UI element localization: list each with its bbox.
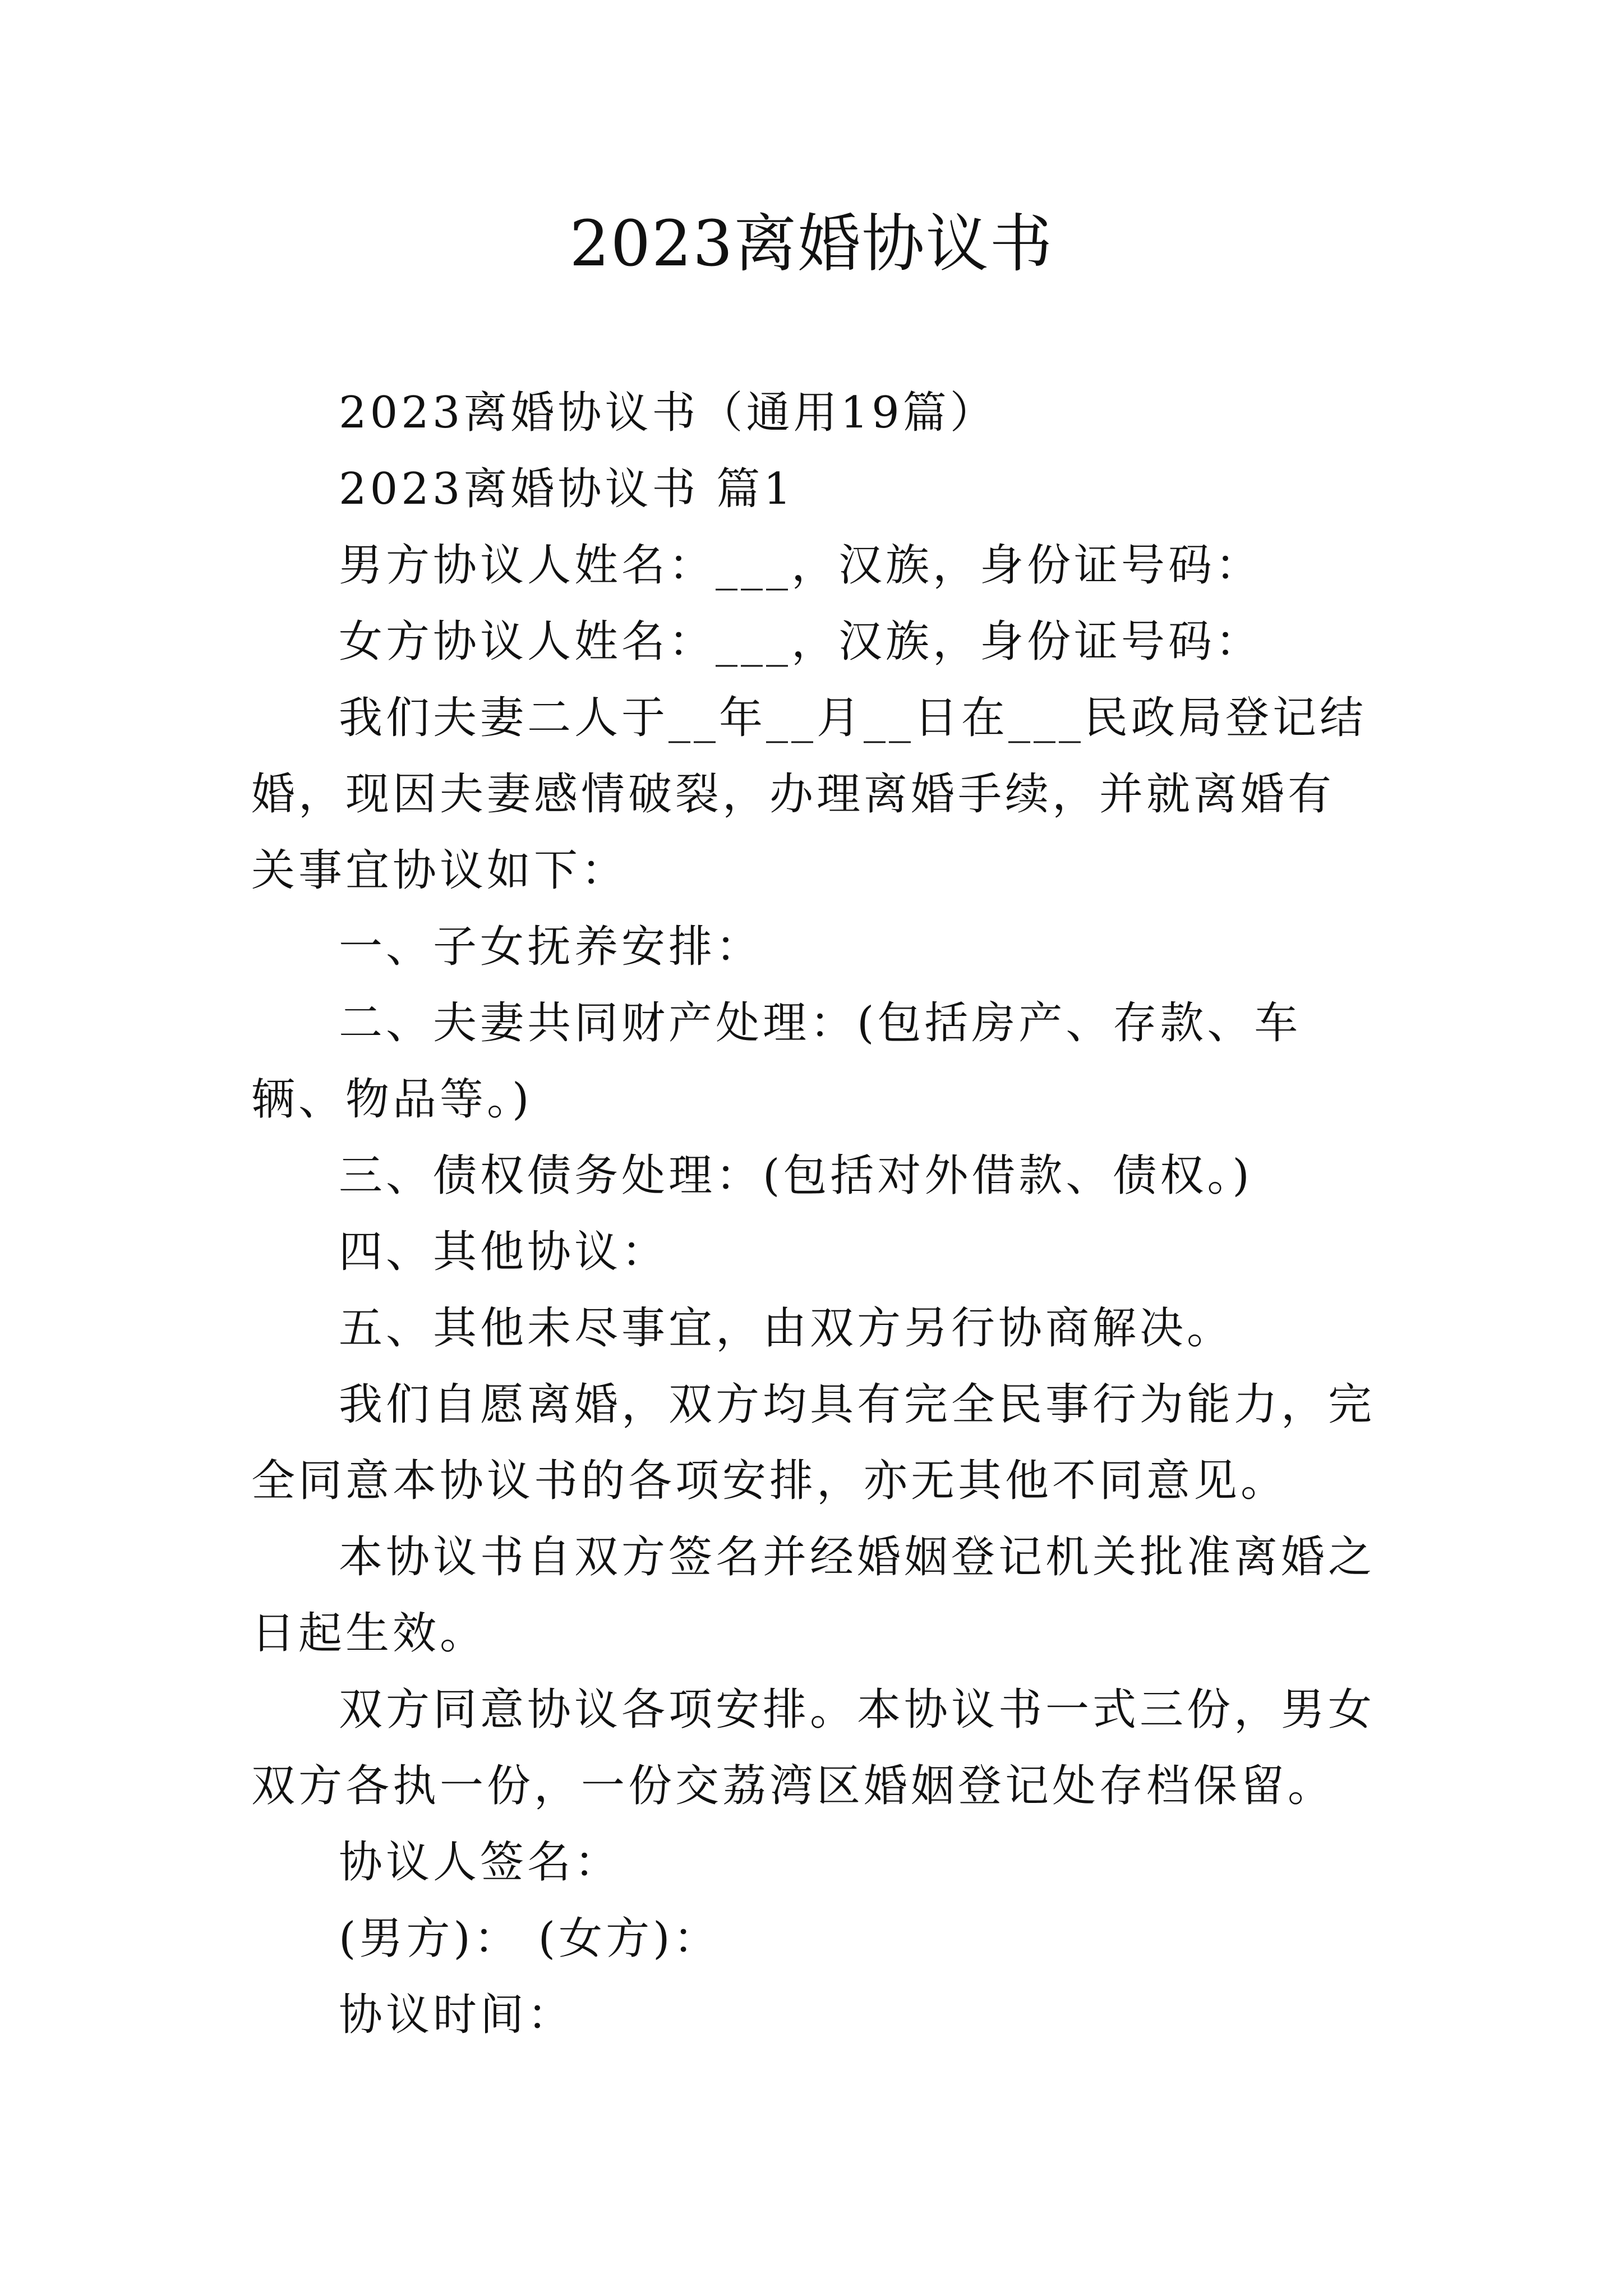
clause-1: 一、子女抚养安排： [339, 922, 763, 972]
agreement-date-label: 协议时间： [339, 1990, 575, 2040]
clause-4: 四、其他协议： [339, 1227, 669, 1277]
party-signature-line: (男方)： (女方)： [339, 1913, 721, 1964]
signature-label: 协议人签名： [339, 1837, 622, 1888]
document-body [251, 375, 1378, 2053]
clause-5: 五、其他未尽事宜，由双方另行协商解决。 [339, 1303, 1234, 1354]
marriage-statement: 我们夫妻二人于__年__月__日在___民政局登记结婚，现因夫妻感情破裂，办理离婚手续，并就离婚有关事宜协议如下： [251, 693, 1367, 896]
copies-statement: 双方同意协议各项安排。本协议书一式三份，男女双方各执一份，一份交荔湾区婚姻登记处存档保留。 [251, 1685, 1376, 1811]
clause-3: 三、债权债务处理：(包括对外借款、债权。) [339, 1151, 1253, 1201]
voluntary-statement: 我们自愿离婚，双方均具有完全民事行为能力，完全同意本协议书的各项安排，亦无其他不同意见。 [251, 1379, 1376, 1506]
subtitle-paragraph: 2023离婚协议书（通用19篇） [339, 388, 997, 438]
female-party-line: 女方协议人姓名：___，汉族，身份证号码： [339, 616, 1263, 667]
document-title: 2023离婚协议书 [569, 208, 1054, 280]
male-party-line: 男方协议人姓名：___，汉族，身份证号码： [339, 540, 1263, 591]
section-heading: 2023离婚协议书 篇1 [339, 464, 795, 514]
effective-statement: 本协议书自双方签名并经婚姻登记机关批准离婚之日起生效。 [251, 1532, 1376, 1659]
clause-2: 二、夫妻共同财产处理：(包括房产、存款、车辆、物品等。) [251, 998, 1302, 1125]
